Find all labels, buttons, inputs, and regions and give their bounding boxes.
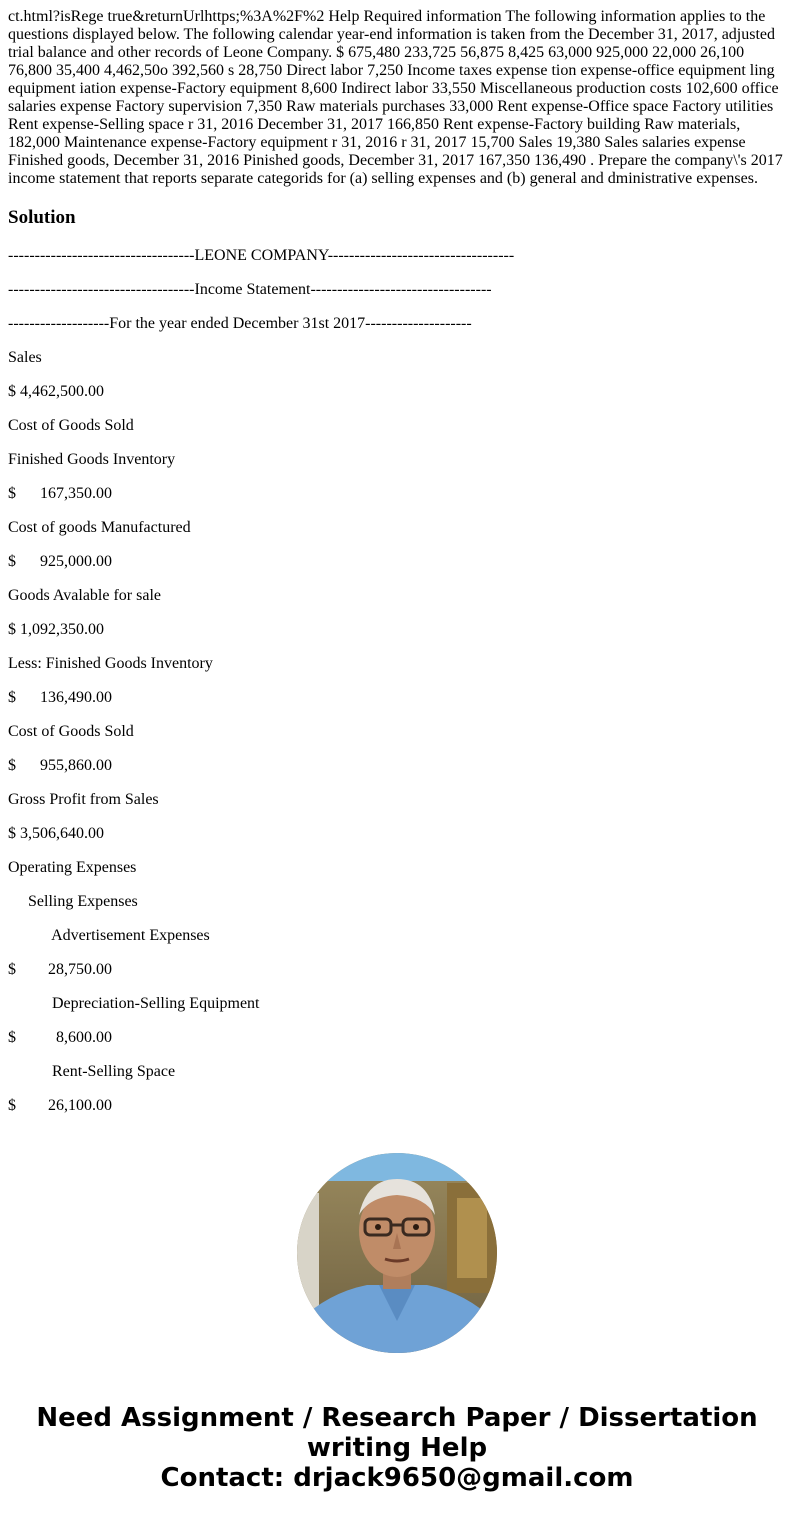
statement-line: $ 26,100.00 bbox=[8, 1097, 112, 1114]
statement-line: $ 925,000.00 bbox=[8, 553, 112, 570]
author-photo-illustration bbox=[297, 1153, 497, 1353]
footer-banner bbox=[0, 1403, 794, 1493]
footer-contact: Contact: drjack9650@gmail.com bbox=[160, 1463, 634, 1493]
statement-line: Depreciation-Selling Equipment bbox=[8, 995, 260, 1012]
author-avatar bbox=[297, 1153, 497, 1353]
statement-line: Cost of Goods Sold bbox=[8, 723, 134, 740]
statement-line: -----------------------------------Income Statement---------------------------------- bbox=[8, 281, 492, 298]
statement-line: Operating Expenses bbox=[8, 859, 137, 876]
statement-line: $ 1,092,350.00 bbox=[8, 621, 104, 638]
footer-line: writing Help bbox=[306, 1433, 488, 1463]
solution-heading: Solution bbox=[8, 207, 76, 228]
statement-line: $ 136,490.00 bbox=[8, 689, 112, 706]
statement-line: $ 8,600.00 bbox=[8, 1029, 112, 1046]
statement-line: -------------------For the year ended December 31st 2017-------------------- bbox=[8, 315, 472, 332]
question-block bbox=[8, 8, 786, 188]
statement-line: $ 4,462,500.00 bbox=[8, 383, 104, 400]
statement-line: $ 955,860.00 bbox=[8, 757, 112, 774]
statement-line: Less: Finished Goods Inventory bbox=[8, 655, 213, 672]
statement-line: $ 28,750.00 bbox=[8, 961, 112, 978]
statement-line: Rent-Selling Space bbox=[8, 1063, 176, 1080]
footer-line: Need Assignment / Research Paper / Dissertation bbox=[36, 1403, 758, 1433]
statement-line: Cost of goods Manufactured bbox=[8, 519, 191, 536]
statement-line: Sales bbox=[8, 349, 42, 366]
statement-line: Cost of Goods Sold bbox=[8, 417, 134, 434]
statement-line: Selling Expenses bbox=[8, 893, 138, 910]
question-text: ct.html?isRege true&returnUrlhttps;%3A%2F%2 Help Required information The following information applies to the questions displayed below. The following calendar year-end information is taken from the December 31, 2017, adjusted trial balance and other records of Leone Company. $ 675,480 233,725 56,875 8,425 63,000 925,000 22,000 26,100 76,800 35,400 4,462,50o 392,560 s 28,750 Direct labor 7,250 Income taxes expense tion expense-office equipment ling equipment iation expense-Factory equipment 8,600 Indirect labor 33,550 Miscellaneous production costs 102,600 office salaries expense Factory supervision 7,350 Raw materials purchases 33,000 Rent expense-Office space Factory utilities Rent expense-Selling space r 31, 2016 December 31, 2017 166,850 Rent expense-Factory building Raw materials, 182,000 Maintenance expense-Factory equipment r 31, 2016 r 31, 2017 15,700 Sales 19,380 Sales salaries expense Finished goods, December 31, 2016 Pinished goods, December 31, 2017 167,350 136,490 . Prepare the company\'s 2017 income statement that reports separate categorids for (a) selling expenses and (b) general and dministrative expenses. bbox=[8, 8, 783, 187]
statement-line: Advertisement Expenses bbox=[8, 927, 210, 944]
statement-line: Finished Goods Inventory bbox=[8, 451, 176, 468]
statement-line: $ 3,506,640.00 bbox=[8, 825, 104, 842]
statement-line: -----------------------------------LEONE COMPANY----------------------------------- bbox=[8, 247, 515, 264]
statement-line: Gross Profit from Sales bbox=[8, 791, 159, 808]
statement-line: $ 167,350.00 bbox=[8, 485, 112, 502]
statement-line: Goods Avalable for sale bbox=[8, 587, 161, 604]
